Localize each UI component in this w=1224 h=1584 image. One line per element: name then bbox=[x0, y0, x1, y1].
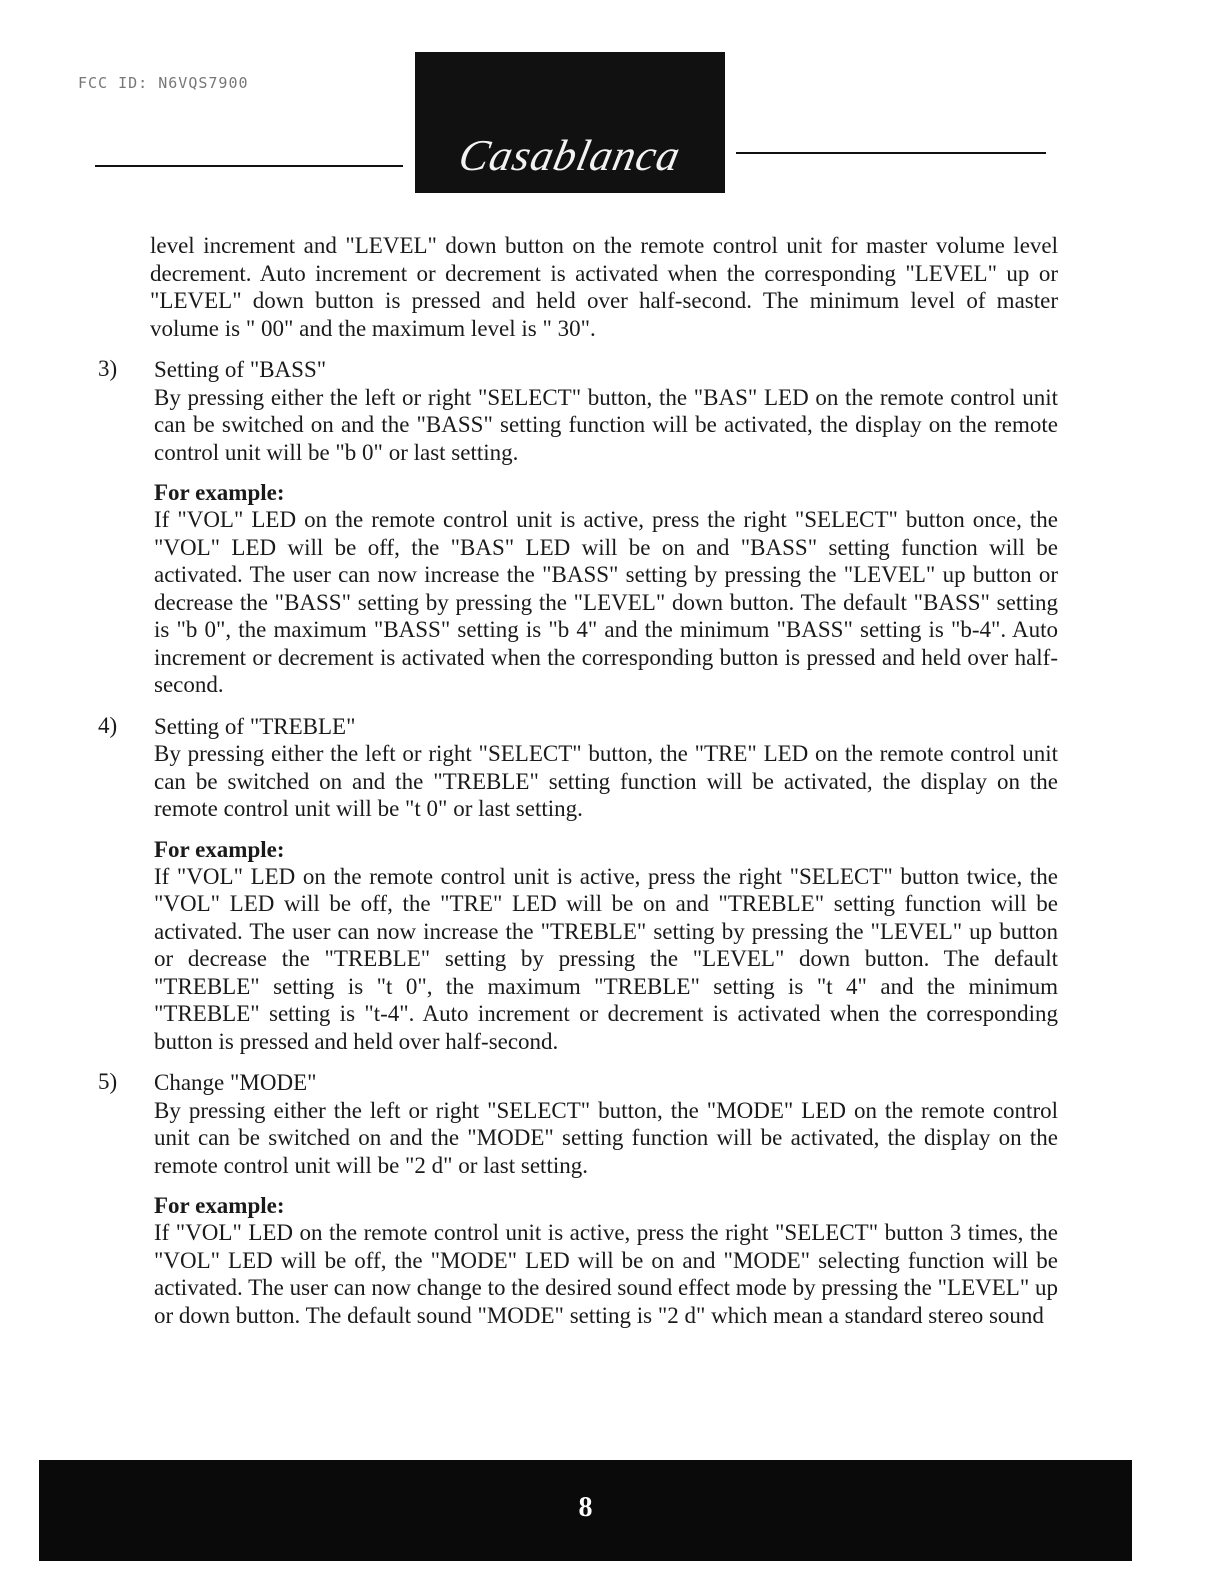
example-heading: For example: bbox=[154, 1193, 285, 1218]
section-body: By pressing either the left or right "SELECT" button, the "MODE" LED on the remote control unit can be switched on and the "MODE" setting function will be activated, the display on the remote control unit will be "2 d" or last setting. bbox=[154, 1097, 1058, 1178]
section-bass bbox=[88, 356, 1058, 699]
header-rule-right bbox=[736, 152, 1046, 154]
header-rule-left bbox=[95, 165, 403, 167]
section-mode bbox=[88, 1069, 1058, 1329]
footer-bar bbox=[39, 1460, 1132, 1561]
section-body: By pressing either the left or right "SELECT" button, the "TRE" LED on the remote control unit can be switched on and the "TREBLE" setting function will be activated, the display on the remote control unit will be "t 0" or last setting. bbox=[154, 741, 1058, 821]
section-title: Change "MODE" bbox=[154, 1070, 317, 1095]
fcc-id: FCC ID: N6VQS7900 bbox=[78, 74, 249, 92]
section-treble bbox=[88, 713, 1058, 1056]
example-body: If "VOL" LED on the remote control unit is active, press the right "SELECT" button 3 times, the "VOL" LED will be off, the "MODE" LED will be on and "MODE" selecting function will be activated. The user can now change to the desired sound effect mode by pressing the "LEVEL" up or down button. The default sound "MODE" setting is "2 d" which mean a standard stereo sound bbox=[154, 1220, 1058, 1328]
page-content bbox=[88, 232, 1058, 1329]
section-title: Setting of "TREBLE" bbox=[154, 713, 356, 739]
page-number: 8 bbox=[578, 1492, 593, 1523]
example-heading: For example: bbox=[154, 836, 285, 862]
brand-logo bbox=[415, 52, 725, 193]
section-number: 4) bbox=[98, 712, 118, 738]
example-heading: For example: bbox=[154, 480, 285, 505]
section-number: 5) bbox=[98, 1069, 118, 1094]
example-body: If "VOL" LED on the remote control unit is active, press the right "SELECT" button twice, the "VOL" LED will be off, the "TRE" LED will be on and "TREBLE" setting function will be activated. The user can now increase the "TREBLE" setting by pressing the "LEVEL" up button or decrease the "TREBLE" setting by pressing the "LEVEL" down button. The default "TREBLE" setting is "t 0", the maximum "TREBLE" setting is "t 4" and the minimum "TREBLE" setting is "t-4". Auto increment or decrement is activated when the corresponding button is pressed and held over half-second. bbox=[154, 863, 1058, 1054]
intro-paragraph: level increment and "LEVEL" down button on the remote control unit for master volume level decrement. Auto increment or decrement is activated when the corresponding "LEVEL" up or "LEVEL" down button is pressed and held over half-second. The minimum level of master volume is " 00" and the maximum level is " 30". bbox=[150, 233, 1058, 341]
brand-logo-text: Casablanca bbox=[454, 131, 686, 180]
section-body: By pressing either the left or right "SELECT" button, the "BAS" LED on the remote control unit can be switched on and the "BASS" setting function will be activated, the display on the remote control unit will be "b 0" or last setting. bbox=[154, 384, 1058, 465]
example-body: If "VOL" LED on the remote control unit is active, press the right "SELECT" button once, the "VOL" LED will be off, the "BAS" LED will be on and "BASS" setting function will be activated. The user can now increase the "BASS" setting by pressing the "LEVEL" up button or decrease the "BASS" setting by pressing the "LEVEL" down button. The default "BASS" setting is "b 0", the maximum "BASS" setting is "b 4" and the minimum "BASS" setting is "b-4". Auto increment or decrement is activated when the corresponding button is pressed and held over half-second. bbox=[154, 507, 1058, 697]
section-number: 3) bbox=[98, 356, 118, 381]
section-title: Setting of "BASS" bbox=[154, 357, 327, 382]
